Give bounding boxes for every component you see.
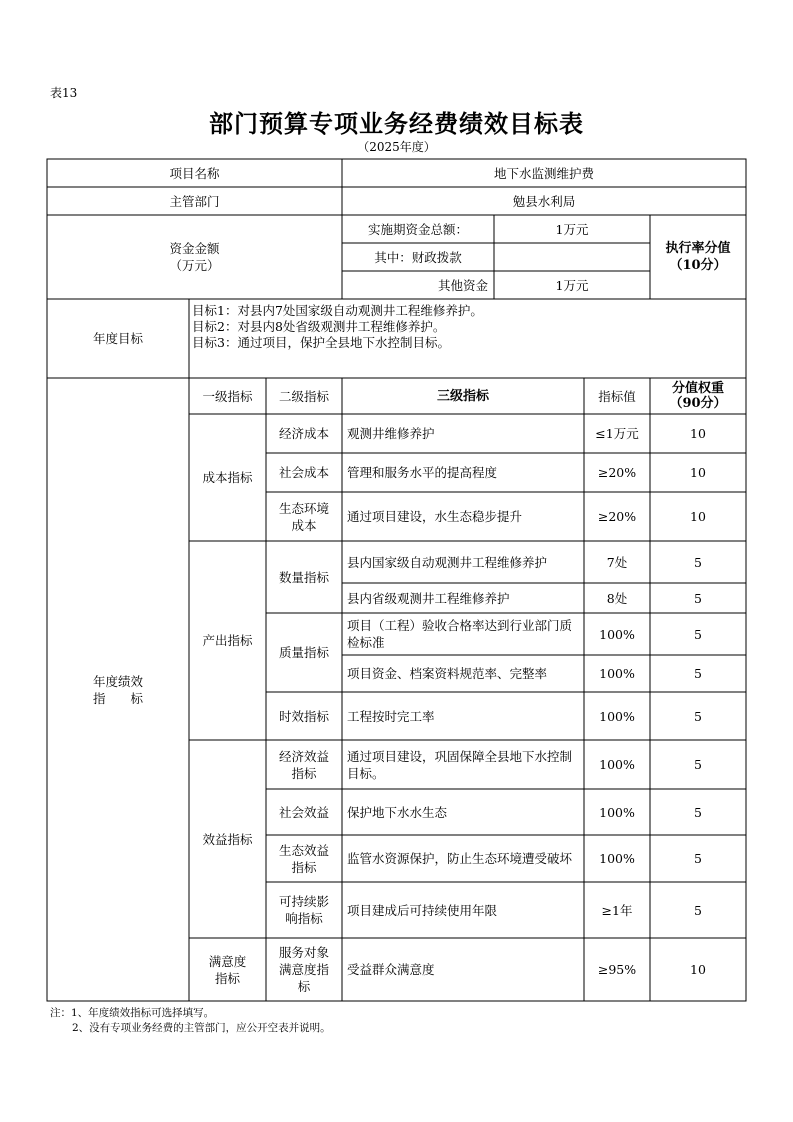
level1-benefit: 效益指标 (202, 831, 253, 847)
indicator-weight: 10 (690, 426, 706, 441)
execution-score (650, 215, 746, 299)
execution-score-line1: 执行率分值 (665, 241, 731, 256)
indicator-value: 100% (599, 757, 635, 772)
total-funds-value: 1万元 (555, 221, 589, 237)
funds-label (47, 215, 342, 299)
project-name-label: 项目名称 (169, 165, 220, 181)
other-funds-value: 1万元 (555, 277, 589, 293)
indicator-value: 100% (599, 666, 635, 681)
funds-label-line2: （万元） (169, 258, 220, 273)
level2-quality: 质量指标 (278, 645, 329, 660)
header-level1: 一级指标 (202, 388, 253, 404)
indicator-weight: 10 (690, 509, 706, 524)
level2-eco-benefit: 生态效益指标 (278, 842, 329, 875)
level1-satisfaction: 满意度指标 (208, 953, 247, 986)
indicator-weight: 5 (694, 666, 702, 681)
indicator-value: 100% (599, 851, 635, 866)
level2-economic-benefit: 经济效益指标 (278, 748, 329, 781)
indicator-weight: 5 (694, 851, 702, 866)
indicator-weight: 10 (690, 962, 706, 977)
indicator-name: 受益群众满意度 (347, 962, 435, 977)
other-funds-label: 其他资金 (437, 277, 488, 293)
header-value: 指标值 (598, 388, 636, 404)
annual-goal-text (192, 303, 742, 351)
level1-output: 产出指标 (202, 633, 253, 648)
goal-line-2: 目标2：对县内8处省级观测井工程维修养护。 (192, 319, 446, 334)
indicator-value: 100% (599, 708, 635, 724)
header-weight (650, 378, 746, 414)
header-level2: 二级指标 (278, 388, 329, 404)
indicator-name: 管理和服务水平的提高程度 (347, 465, 498, 480)
page-title: 部门预算专项业务经费绩效目标表 (209, 109, 584, 138)
funds-label-line1: 资金金额 (169, 241, 220, 256)
indicator-name: 县内省级观测井工程维修养护 (347, 590, 510, 606)
level2-social-cost: 社会成本 (278, 465, 329, 480)
indicator-weight: 5 (694, 590, 702, 606)
indicator-value: 7处 (606, 554, 628, 570)
note-1: 注：1、年度绩效指标可选择填写。 (50, 1007, 215, 1019)
department-label: 主管部门 (169, 193, 220, 209)
indicator-weight: 5 (694, 902, 702, 918)
header-weight-line1: 分值权重 (671, 381, 724, 396)
goal-line-3: 目标3：通过项目，保护全县地下水控制目标。 (192, 335, 450, 350)
level2-eco-cost: 生态环境成本 (278, 500, 329, 533)
level2-social-benefit: 社会效益 (278, 804, 329, 820)
fiscal-funds-value (494, 243, 650, 271)
indicator-value: 100% (599, 804, 635, 820)
indicator-value: ≥95% (597, 962, 637, 977)
level2-quantity: 数量指标 (278, 569, 329, 585)
indicator-weight: 5 (694, 757, 702, 772)
indicator-name: 通过项目建设，水生态稳步提升 (347, 509, 523, 524)
indicator-value: ≥20% (597, 465, 637, 480)
header-level3: 三级指标 (436, 388, 489, 404)
table-number: 表13 (50, 86, 78, 100)
indicator-name: 通过项目建设，巩固保障全县地下水控制目标。 (347, 748, 573, 781)
annual-goal-label: 年度目标 (92, 331, 143, 346)
performance-label-line1: 年度绩效 (92, 673, 143, 689)
performance-indicators-label (47, 378, 189, 1001)
indicator-value: 100% (599, 626, 635, 642)
execution-score-line2: （10分） (669, 258, 727, 273)
level2-service-satisfaction: 服务对象满意度指标 (278, 945, 329, 994)
performance-label-line2: 指 标 (92, 690, 143, 706)
indicator-name: 项目资金、档案资料规范率、完整率 (347, 666, 548, 681)
goal-line-1: 目标1：对县内7处国家级自动观测井工程维修养护。 (192, 303, 483, 318)
indicator-name: 县内国家级自动观测井工程维修养护 (347, 554, 548, 570)
indicator-value: ≥1年 (601, 902, 633, 918)
indicator-weight: 10 (690, 465, 706, 480)
indicator-value: ≥20% (597, 509, 637, 524)
year-subtitle: （2025年度） (357, 140, 436, 154)
indicator-weight: 5 (694, 708, 702, 724)
indicator-name: 项目建成后可持续使用年限 (347, 902, 498, 918)
indicator-value: ≤1万元 (595, 426, 639, 441)
indicator-value: 8处 (606, 590, 628, 606)
level1-cost: 成本指标 (202, 470, 253, 485)
indicator-name: 工程按时完工率 (347, 708, 435, 724)
indicator-name: 观测井维修养护 (347, 426, 435, 441)
level2-sustainability: 可持续影响指标 (278, 894, 329, 926)
total-funds-label: 实施期资金总额： (367, 221, 468, 237)
indicator-name: 项目（工程）验收合格率达到行业部门质检标准 (347, 618, 573, 650)
department-value: 勉县水利局 (512, 193, 576, 209)
note-2: 2、没有专项业务经费的主管部门，应公开空表并说明。 (72, 1022, 331, 1034)
indicator-name: 保护地下水水生态 (347, 804, 448, 820)
indicator-weight: 5 (694, 554, 702, 570)
fiscal-funds-label: 其中：财政拨款 (374, 249, 462, 265)
indicator-name: 监管水资源保护，防止生态环境遭受破坏 (347, 851, 573, 866)
indicator-weight: 5 (694, 804, 702, 820)
project-name-value: 地下水监测维护费 (493, 165, 594, 181)
header-weight-line2: （90分） (669, 396, 727, 411)
indicator-weight: 5 (694, 626, 702, 642)
level2-timeliness: 时效指标 (278, 708, 329, 724)
level2-economic-cost: 经济成本 (278, 426, 329, 441)
